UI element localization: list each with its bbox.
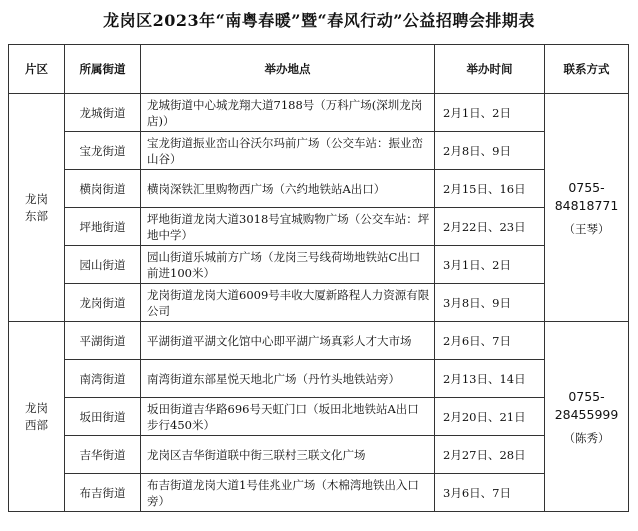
time-cell: 2月8日、9日 [435, 132, 545, 170]
district-cell-west [9, 322, 65, 512]
table-row [9, 284, 629, 322]
location-cell: 龙岗街道龙岗大道6009号丰收大厦新路程人力资源有限公司 [141, 284, 435, 322]
table-row [9, 170, 629, 208]
location-cell: 横岗深铁汇里购物西广场（六约地铁站A出口） [141, 170, 435, 208]
location-cell: 园山街道乐城前方广场（龙岗三号线荷坳地铁站C出口前进100米） [141, 246, 435, 284]
time-cell: 2月22日、23日 [435, 208, 545, 246]
contact-cell-west [545, 322, 629, 512]
page-title: 龙岗区2023年“南粤春暖”暨“春风行动”公益招聘会排期表 [103, 11, 535, 30]
time-cell: 2月15日、16日 [435, 170, 545, 208]
time-cell: 2月1日、2日 [435, 94, 545, 132]
contact-person: （陈秀） [563, 430, 610, 445]
street-cell: 南湾街道 [65, 360, 141, 398]
location-cell: 宝龙街道振业峦山谷沃尔玛前广场（公交车站：振业峦山谷） [141, 132, 435, 170]
contact-phone-line2: 28455999 [554, 406, 619, 422]
location-cell: 布吉街道龙岗大道1号佳兆业广场（木棉湾地铁出入口旁） [141, 474, 435, 512]
contact-phone-line1: 0755- [568, 388, 605, 404]
district-name-line2: 东部 [25, 208, 48, 223]
contact-person: （王琴） [563, 221, 610, 236]
location-cell: 平湖街道平湖文化馆中心即平湖广场真彩人才大市场 [141, 322, 435, 360]
header-location: 举办地点 [141, 45, 435, 94]
street-cell: 坂田街道 [65, 398, 141, 436]
street-cell: 龙城街道 [65, 94, 141, 132]
time-cell: 3月1日、2日 [435, 246, 545, 284]
street-cell: 园山街道 [65, 246, 141, 284]
district-name-line1: 龙岗 [25, 191, 48, 206]
location-cell: 龙城街道中心城龙翔大道7188号（万科广场(深圳龙岗店)） [141, 94, 435, 132]
table-row [9, 132, 629, 170]
header-time: 举办时间 [435, 45, 545, 94]
table-row [9, 208, 629, 246]
street-cell: 吉华街道 [65, 436, 141, 474]
contact-phone-line2: 84818771 [554, 197, 619, 213]
table-row [9, 322, 629, 360]
table-row [9, 94, 629, 132]
district-name-line2: 西部 [25, 417, 48, 432]
table-row [9, 474, 629, 512]
header-row [9, 45, 629, 94]
street-cell: 龙岗街道 [65, 284, 141, 322]
time-cell: 3月8日、9日 [435, 284, 545, 322]
header-contact: 联系方式 [545, 45, 629, 94]
schedule-table [8, 44, 629, 512]
time-cell: 3月6日、7日 [435, 474, 545, 512]
street-cell: 坪地街道 [65, 208, 141, 246]
district-name-line1: 龙岗 [25, 400, 48, 415]
time-cell: 2月6日、7日 [435, 322, 545, 360]
table-row [9, 246, 629, 284]
district-cell-east [9, 94, 65, 322]
location-cell: 龙岗区吉华街道联中街三联村三联文化广场 [141, 436, 435, 474]
location-cell: 南湾街道东部星悦天地北广场（丹竹头地铁站旁） [141, 360, 435, 398]
table-row [9, 436, 629, 474]
street-cell: 宝龙街道 [65, 132, 141, 170]
time-cell: 2月20日、21日 [435, 398, 545, 436]
location-cell: 坂田街道吉华路696号天虹门口（坂田北地铁站A出口步行450米） [141, 398, 435, 436]
contact-cell-east [545, 94, 629, 322]
header-street: 所属街道 [65, 45, 141, 94]
street-cell: 横岗街道 [65, 170, 141, 208]
time-cell: 2月13日、14日 [435, 360, 545, 398]
table-row [9, 398, 629, 436]
street-cell: 布吉街道 [65, 474, 141, 512]
street-cell: 平湖街道 [65, 322, 141, 360]
header-district: 片区 [9, 45, 65, 94]
location-cell: 坪地街道龙岗大道3018号宜城购物广场（公交车站：坪地中学） [141, 208, 435, 246]
time-cell: 2月27日、28日 [435, 436, 545, 474]
table-row [9, 360, 629, 398]
contact-phone-line1: 0755- [568, 179, 605, 195]
